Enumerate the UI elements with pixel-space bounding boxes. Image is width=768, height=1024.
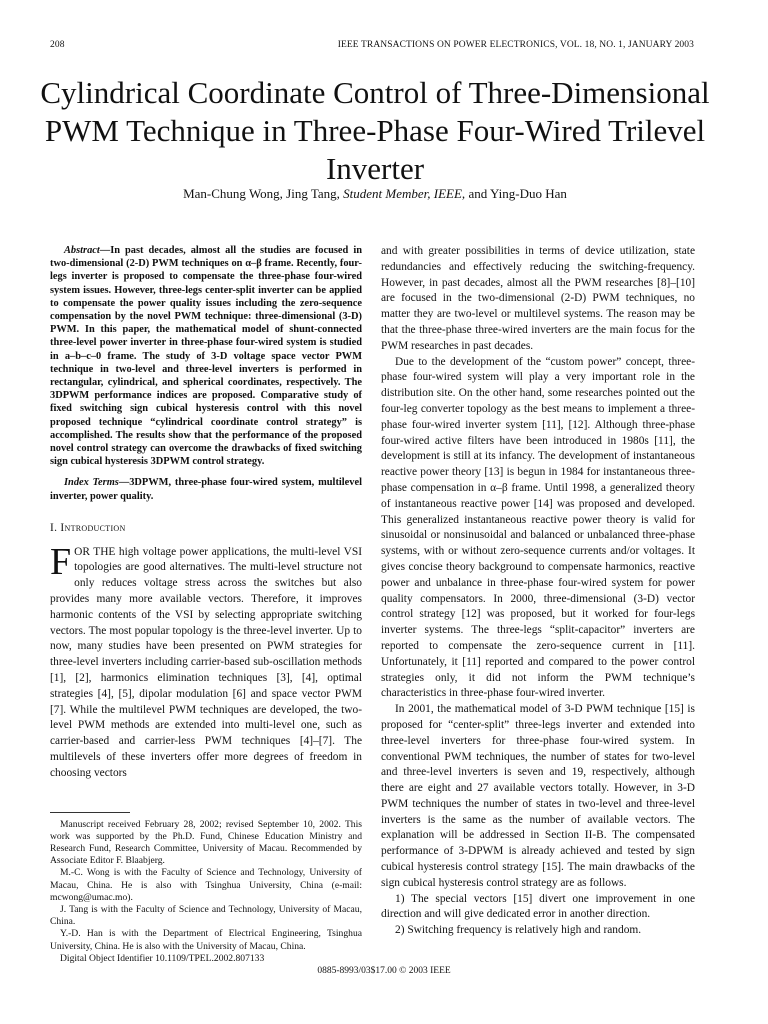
author-names-tail: and Ying-Duo Han (468, 186, 567, 201)
index-terms-text: —3DPWM, three-phase four-wired system, multilevel inverter, power quality. (50, 477, 362, 502)
abstract-text: —In past decades, almost all the studies are focused in two-dimensional (2-D) PWM techniques on α–β frame. Recently, four-legs inverter is proposed to compensate the three-phase four-wired system issues. However, three-legs center-split inverter can be applied to compensate the power quality issues including the zero-sequence compensation by the novel PWM technique: three-dimensional (3-D) PWM. In this paper, the mathematical model of shunt-connected three-level power inverter in three-phase four-wired system is studied in a–b–c–0 frame. The study of 3-D voltage space vector PWM technique in two-level and three-level inverters is performed in rectangular, cylindrical, and spherical coordinates, respectively. The 3DPWM performance indices are proposed. Comparative study of fixed switching sign cubical hysteresis control with this novel proposed technique “cylindrical coordinate control strategy” is accomplished. The results show that the performance of the proposed novel control strategy can overcome the drawbacks of fixed switching sign cubical hysteresis 3DPWM control strategy. (50, 245, 362, 468)
footnote-doi: Digital Object Identifier 10.1109/TPEL.2002.807133 (60, 952, 265, 964)
page-number: 208 (50, 40, 65, 50)
footnote-wong: M.-C. Wong is with the Faculty of Science and Technology, University of Macau, China. He is also with Tsinghua University, China (e-mail: mcwong@umac.mo). (50, 867, 362, 903)
list-item: 1) The special vectors [15] divert one improvement in one direction and will give dedicated error in another direction. (381, 892, 695, 921)
footnote-han: Y.-D. Han is with the Department of Electrical Engineering, Tsinghua University, China. He is also with the University of Macau, China. (50, 928, 362, 952)
footnote-tang: J. Tang is with the Faculty of Science and Technology, University of Macau, China. (50, 904, 362, 928)
index-terms (50, 476, 362, 502)
right-column (381, 244, 695, 939)
body-paragraph: and with greater possibilities in terms of device utilization, state redundancies and effectively reducing the switching-frequency. However, in past decades, almost all the PWM researches [8]–[10] are focused in the two-dimensional (2-D) PWM techniques, no matter they are two-level or multilevel systems. The reason may be that the three-phase three-wired inverters are the main focus for the PWM researches in past decades. (381, 245, 695, 352)
footnotes (50, 819, 362, 965)
author-line (30, 186, 720, 202)
drop-cap: F (50, 540, 72, 583)
footnote-manuscript: Manuscript received February 28, 2002; revised September 10, 2002. This work was supported by the Ph.D. Fund, Chinese Education Ministry and Research Fund, Research Committee, University of Macau. Recommended by Associate Editor F. Blaabjerg. (50, 818, 362, 867)
author-names: Man-Chung Wong, Jing Tang, (183, 186, 340, 201)
body-paragraph: Due to the development of the “custom power” concept, three-phase four-wired system will play a very important role in the distribution site. On the other hand, some researches pointed out the four-leg converter topology as the best means to implement a three-phase four-wired inverter system [11], [12]. Although three-phase four-wired active filters have been introduced in 1980s [11], the development is still at its infancy. The development of instantaneous reactive power theory [13] is begun in 1984 for instantaneous three-phase compensation in α–β frame. Until 1998, a generalized theory of instantaneous reactive power [14] was proposed and developed. This generalized instantaneous reactive power theory is valid for sinusoidal or nonsinusoidal and balanced or unbalanced three-phase systems, with or without zero-sequence currents and/or voltages. It gives concise theory background to compensate harmonics, reactive power and unbalance in three-phase four-wired system for power quality compensators. In 2000, three-dimensional (3-D) vector control strategy [12] was proposed, but it worked for four-legs inverter systems. The three-legs “split-capacitor” inverters are reported to compensate the zero-sequence current in [11]. Unfortunately, it [11] reported and compared to the power control strategies only, it did not inform the PWM technique’s characteristics in three-phase four-wired inverter. (381, 355, 695, 700)
left-column (50, 244, 362, 965)
section-heading-introduction (50, 521, 362, 537)
journal-header: IEEE TRANSACTIONS ON POWER ELECTRONICS, VOL. 18, NO. 1, JANUARY 2003 (337, 40, 694, 50)
intro-paragraph (50, 540, 362, 782)
section-numeral: I. (50, 521, 58, 534)
copyright-footer: 0885-8993/03$17.00 © 2003 IEEE (317, 966, 451, 976)
list-item: 2) Switching frequency is relatively high and random. (395, 924, 642, 937)
intro-text: OR THE high voltage power applications, the multi-level VSI topologies are good alternatives. The multi-level structure not only reduces voltage stress across the switches but also provides many more available vectors. Therefore, it improves harmonic contents of the VSI by selecting appropriate switching vectors. The most popular topology is the three-level inverter. Up to now, many studies have been presented on PWM strategies for three-level inverters including carrier-based sub-oscillation methods [1], [2], harmonics elimination techniques [3], [4], optimal strategies [4], [5], dipolar modulation [6] and space vector PWM [7]. While the multilevel PWM techniques are developed, the two-level PWM methods are extended into multi-level one, such as carrier-based and carrier-less PWM techniques [4]–[7]. The multilevels of these inverters offer more degrees of freedom in choosing vectors (50, 545, 362, 779)
abstract-lead: Abstract (64, 245, 100, 256)
section-title: Introduction (60, 521, 126, 534)
paper-title: Cylindrical Coordinate Control of Three-Dimensional PWM Technique in Three-Phase Four-Wired Trilevel Inverter (40, 75, 710, 186)
author-membership: Student Member, IEEE, (343, 186, 466, 201)
abstract (50, 244, 362, 468)
footnote-rule (50, 812, 130, 813)
index-terms-lead: Index Terms (64, 477, 119, 489)
body-paragraph: In 2001, the mathematical model of 3-D PWM technique [15] is proposed for “center-split” three-legs inverter and extended into three-level inverters for three-phase four-wired system. In conventional PWM techniques, the number of states for two-level and three-level inverters is seven and 19, respectively, although there are eight and 27 available vectors totally. However, in 3-D PWM techniques the number of states in two-level and three-level inverters is the same as the number of available vectors. The explanation will be addressed in Section II-B. The compensated performance of 3-DPWM is already achieved and tested by sign cubical hysteresis control strategy [15]. The main drawbacks of the sign cubical hysteresis control strategy are as follows. (381, 703, 695, 889)
